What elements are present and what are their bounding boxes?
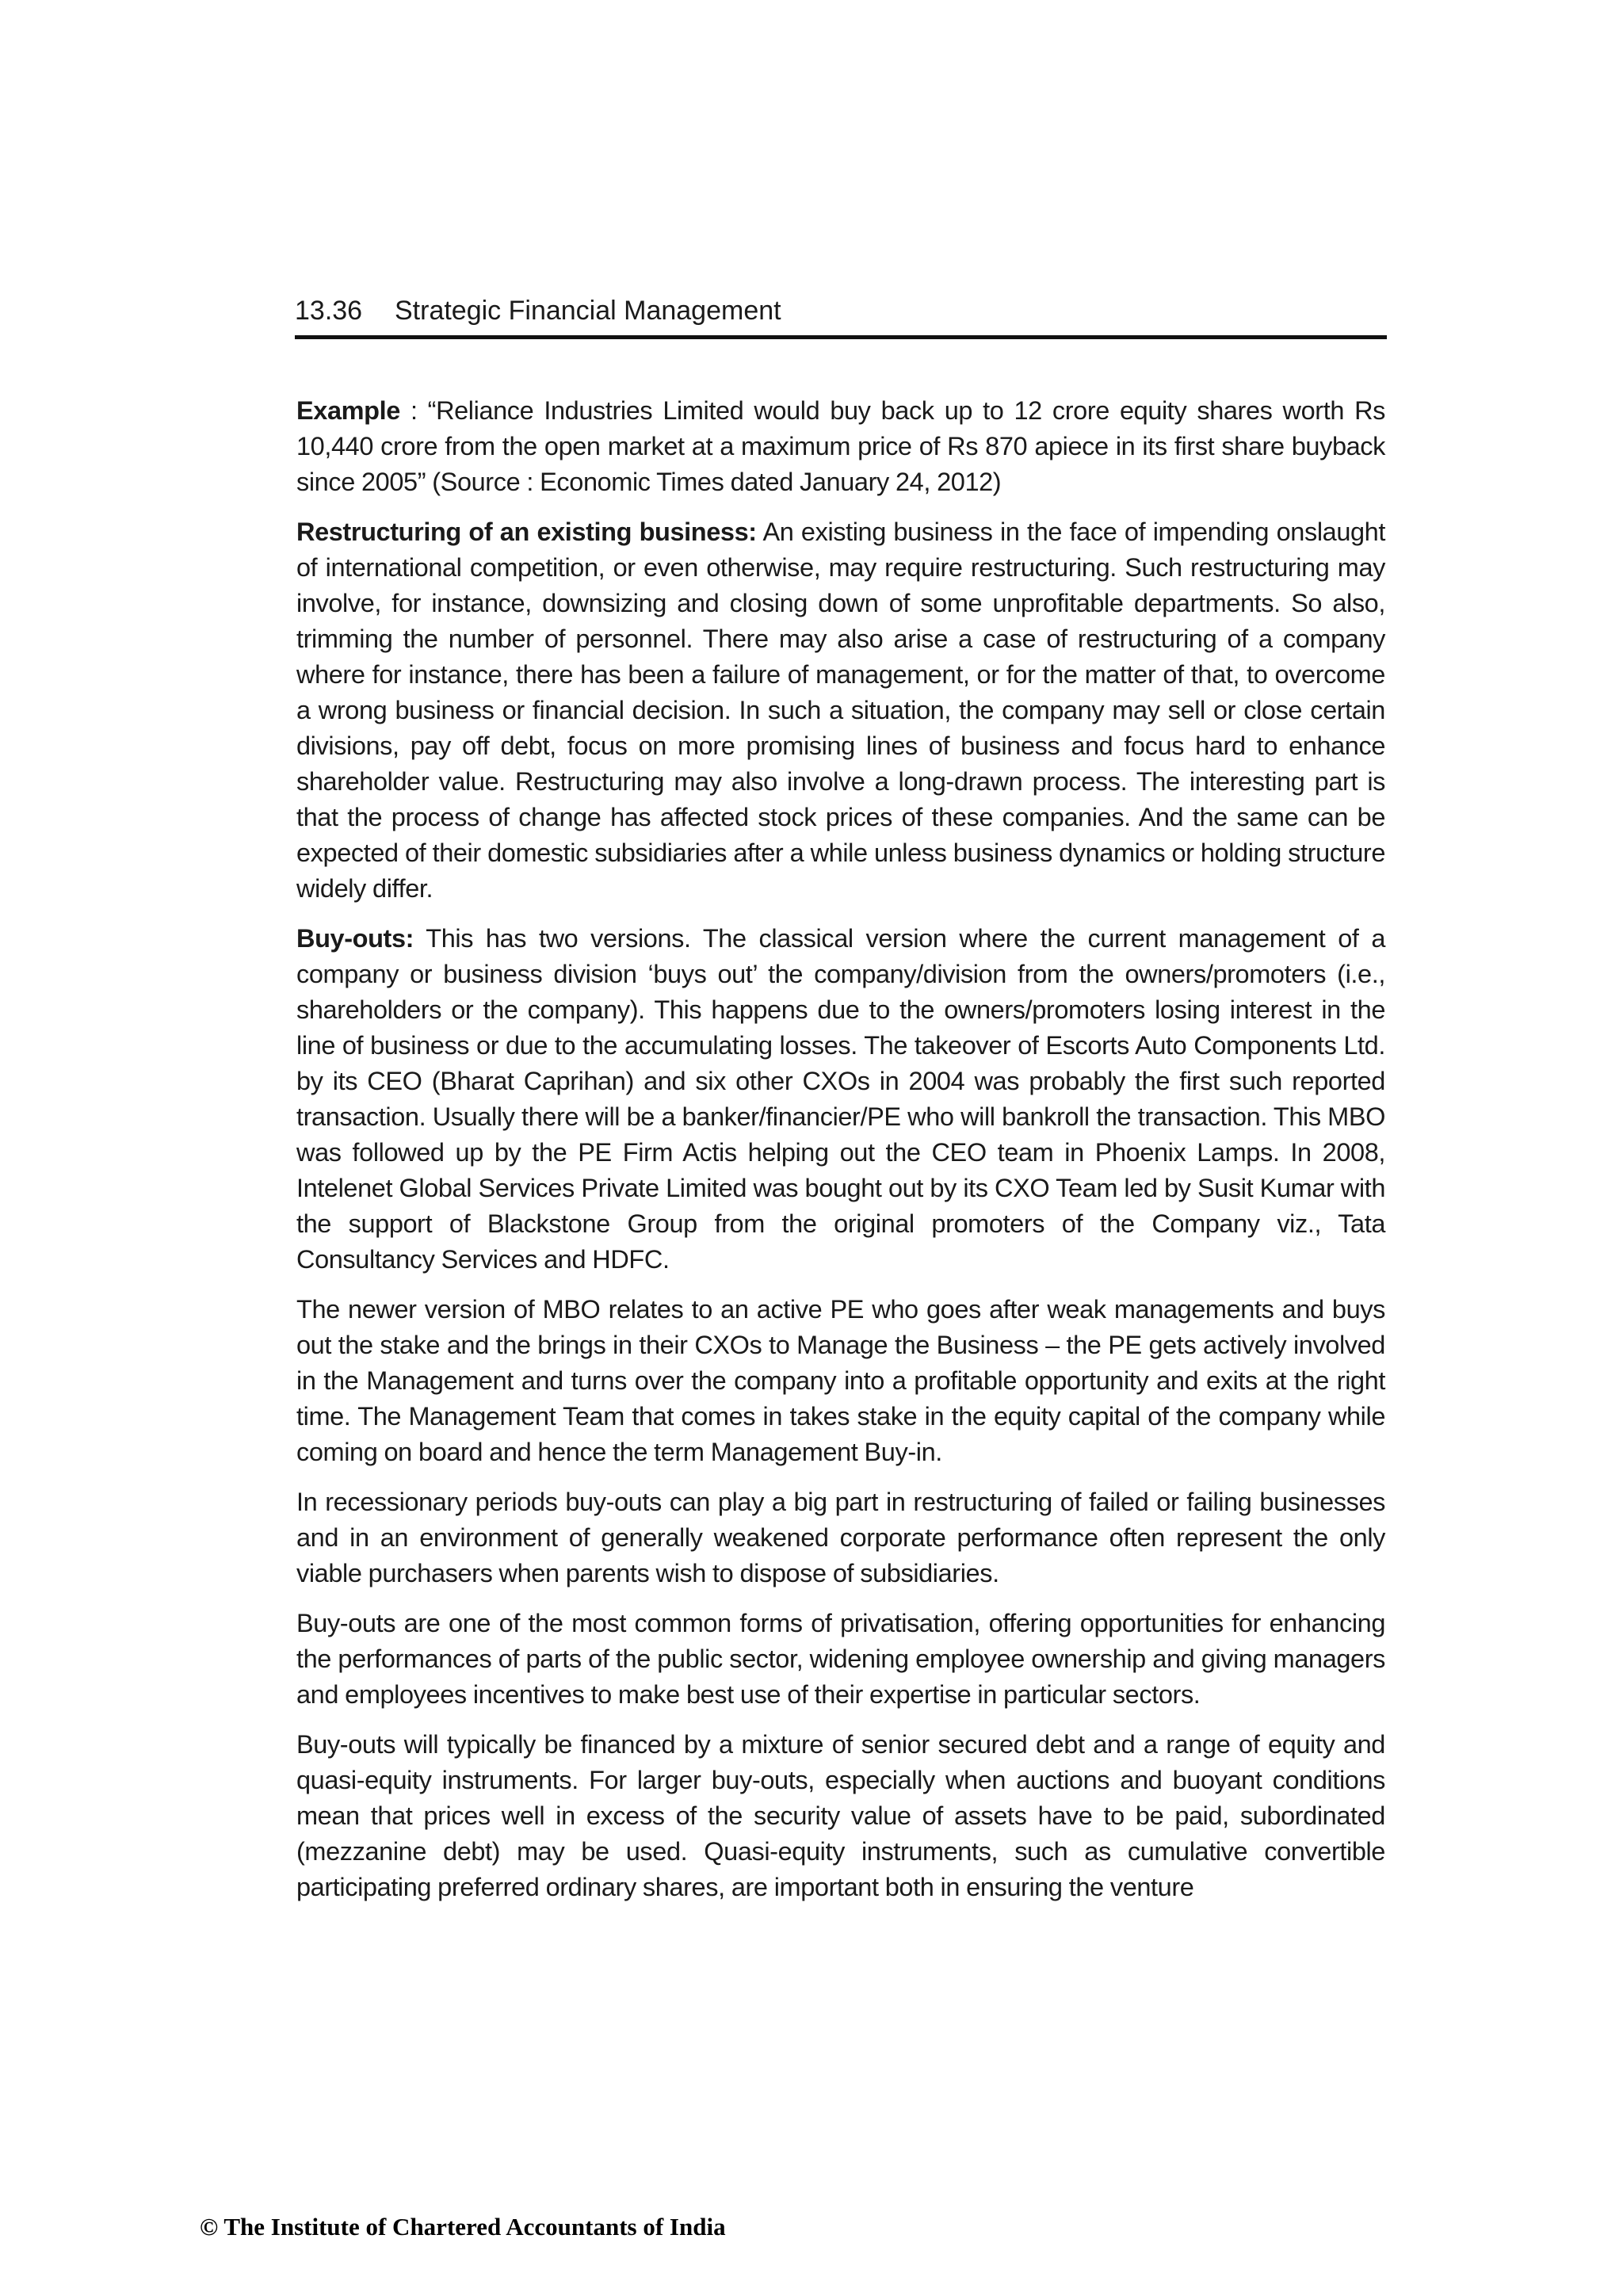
paragraph-text: This has two versions. The classical version where the current management of a company or business division ‘buys out’ the company/division from the owners/promoters (i.e., shareholders or the company). This happens due to the owners/promoters losing interest in the line of business or due to the accumulating losses. The takeover of Escorts Auto Components Ltd. by its CEO (Bharat Caprihan) and six other CXOs in 2004 was probably the first such reported transaction. Usually there will be a banker/financier/PE who will bankroll the transaction. This MBO was followed up by the PE Firm Actis helping out the CEO team in Phoenix Lamps. In 2008, Intelenet Global Services Private Limited was bought out by its CXO Team led by Susit Kumar with the support of Blackstone Group from the original promoters of the Company viz., Tata Consultancy Services and HDFC. xyxy=(296,924,1386,1274)
paragraph-recessionary-periods xyxy=(296,1484,1385,1591)
paragraph-separator xyxy=(414,924,426,953)
paragraph-term: Restructuring of an existing business: xyxy=(296,518,757,546)
paragraph-restructuring xyxy=(296,514,1385,907)
paragraph-buy-outs xyxy=(296,921,1385,1278)
running-title: Strategic Financial Management xyxy=(395,296,781,326)
paragraph-text: “Reliance Industries Limited would buy back up to 12 crore equity shares worth Rs 10,440 crore from the open market at a maximum price of Rs 870 apiece in its first share buyback since 2005” (Source : Economic Times dated January 24, 2012) xyxy=(296,396,1385,496)
copyright-footer: © The Institute of Chartered Accountants of India xyxy=(200,2213,726,2241)
paragraph-text: Buy-outs are one of the most common forms of privatisation, offering opportunities for enhancing the performances of parts of the public sector, widening employee ownership and giving managers and employees incentives to make best use of their expertise in particular sectors. xyxy=(296,1609,1385,1709)
body-text xyxy=(296,393,1385,1920)
paragraph-example xyxy=(296,393,1385,500)
paragraph-privatisation xyxy=(296,1606,1385,1713)
paragraph-text: In recessionary periods buy-outs can play a big part in restructuring of failed or failing businesses and in an environment of generally weakened corporate performance often represent the only viable purchasers when parents wish to dispose of subsidiaries. xyxy=(296,1488,1385,1587)
paragraph-text: An existing business in the face of impending onslaught of international competition, or even otherwise, may require restructuring. Such restructuring may involve, for instance, downsizing and closing down of some unprofitable departments. So also, trimming the number of personnel. There may also arise a case of restructuring of a company where for instance, there has been a failure of management, or for the matter of that, to overcome a wrong business or financial decision. In such a situation, the company may sell or close certain divisions, pay off debt, focus on more promising lines of business and focus hard to enhance shareholder value. Restructuring may also involve a long-drawn process. The interesting part is that the process of change has affected stock prices of these companies. And the same can be expected of their domestic subsidiaries after a while unless business dynamics or holding structure widely differ. xyxy=(296,518,1385,903)
paragraph-term: Buy-outs: xyxy=(296,924,414,953)
paragraph-term: Example xyxy=(296,396,400,425)
paragraph-text: The newer version of MBO relates to an active PE who goes after weak managements and buys out the stake and the brings in their CXOs to Manage the Business – the PE gets actively involved in the Management and turns over the company into a profitable opportunity and exits at the right time. The Management Team that comes in takes stake in the equity capital of the company while coming on board and hence the term Management Buy-in. xyxy=(296,1295,1385,1466)
paragraph-separator: : xyxy=(399,396,428,425)
paragraph-mbo-newer-version xyxy=(296,1292,1385,1470)
paragraph-financing xyxy=(296,1727,1385,1905)
page-number: 13.36 xyxy=(295,296,363,326)
page-header xyxy=(295,295,1387,339)
paragraph-text: Buy-outs will typically be financed by a mixture of senior secured debt and a range of equity and quasi-equity instruments. For larger buy-outs, especially when auctions and buoyant conditions mean that prices well in excess of the security value of assets have to be paid, subordinated (mezzanine debt) may be used. Quasi-equity instruments, such as cumulative convertible participating preferred ordinary shares, are important both in ensuring the venture xyxy=(296,1730,1385,1901)
